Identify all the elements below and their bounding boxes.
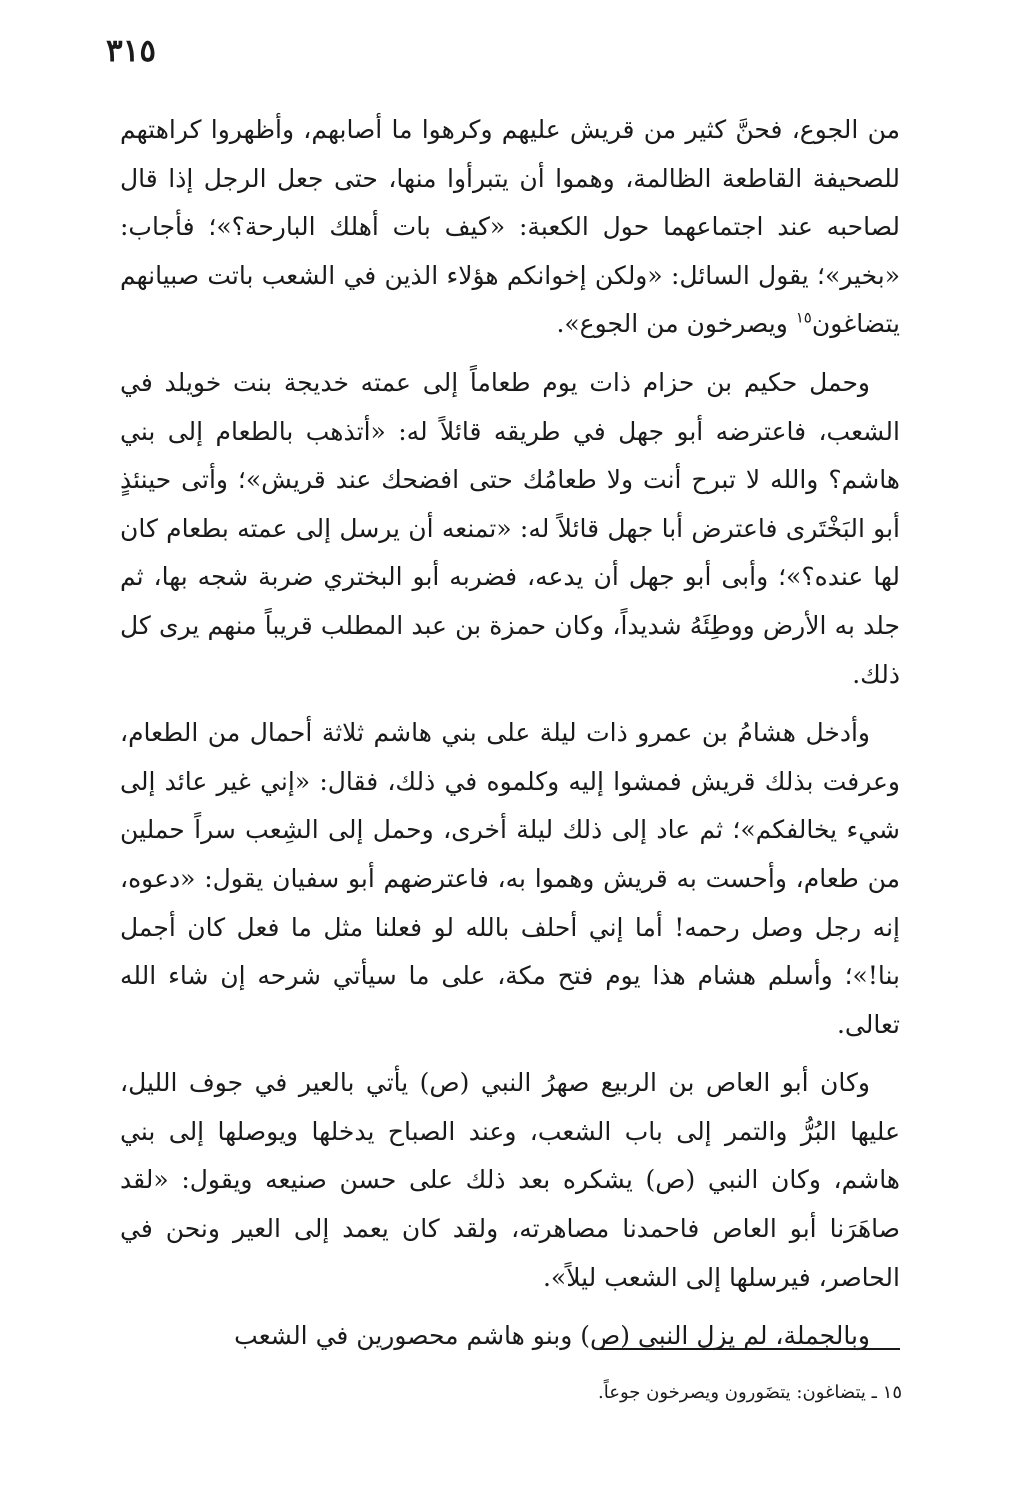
paragraph bbox=[120, 106, 900, 349]
paragraph: وبالجملة، لم يزل النبي (ص) وبنو هاشم محصورين في الشعب bbox=[234, 1321, 870, 1351]
main-text bbox=[120, 106, 900, 1371]
paragraph-text-tail: ويصرخون من الجوع». bbox=[556, 309, 796, 339]
paragraph: وكان أبو العاص بن الربيع صهرُ النبي (ص) يأتي بالعير في جوف الليل، عليها البُرُّ والتمر إلى باب الشعب، وعند الصباح يدخلها ويوصلها إلى بني هاشم، وكان النبي (ص) يشكره بعد ذلك على حسن صنيعه ويقول: «لقد صاهَرَنا أبو العاص فاحمدنا مصاهرته، ولقد كان يعمد إلى العير ونحن في الحاصر، فيرسلها إلى الشعب ليلاً». bbox=[120, 1068, 900, 1292]
footnote-reference: ١٥ bbox=[795, 309, 812, 328]
paragraph: وأدخل هشامُ بن عمرو ذات ليلة على بني هاشم ثلاثة أحمال من الطعام، وعرفت بذلك قريش فمشوا إليه وكلموه في ذلك، فقال: «إني غير عائد إلى شيء يخالفكم»؛ ثم عاد إلى ذلك ليلة أخرى، وحمل إلى الشِعب سراً حملين من طعام، وأحست به قريش وهموا به، فاعترضهم أبو سفيان يقول: «دعوه، إنه رجل وصل رحمه! أما إني أحلف بالله لو فعلنا مثل ما فعل كان أجمل بنا!»؛ وأسلم هشام هذا يوم فتح مكة، على ما سيأتي شرحه إن شاء الله تعالى. bbox=[120, 718, 900, 1039]
paragraph-text: من الجوع، فحنَّ كثير من قريش عليهم وكرهوا ما أصابهم، وأظهروا كراهتهم للصحيفة القاطعة الظالمة، وهموا أن يتبرأوا منها، حتى جعل الرجل إذا قال لصاحبه عند اجتماعهما حول الكعبة: «كيف بات أهلك البارحة؟»؛ فأجاب: «بخير»؛ يقول السائل: «ولكن إخوانكم هؤلاء الذين في الشعب باتت صبيانهم يتضاغون bbox=[120, 115, 900, 339]
paragraph: وحمل حكيم بن حزام ذات يوم طعاماً إلى عمته خديجة بنت خويلد في الشعب، فاعترضه أبو جهل في طريقه قائلاً له: «أتذهب بالطعام إلى بني هاشم؟ والله لا تبرح أنت ولا طعامُك حتى افضحك عند قريش»؛ وأتى حينئذٍ أبو البَخْتَرى فاعترض أبا جهل قائلاً له: «تمنعه أن يرسل إلى عمته بطعام كان لها عنده؟»؛ وأبى أبو جهل أن يدعه، فضربه أبو البختري ضربة شجه بها، ثم جلد به الأرض ووطِئَهُ شديداً، وكان حمزة بن عبد المطلب قريباً منهم يرى كل ذلك. bbox=[120, 367, 900, 689]
page-number: ٣١٥ bbox=[106, 33, 156, 69]
footnote-divider bbox=[600, 1348, 900, 1350]
footnote: ١٥ ـ يتضاغون: يتضَورون ويصرخون جوعاً. bbox=[598, 1382, 902, 1403]
